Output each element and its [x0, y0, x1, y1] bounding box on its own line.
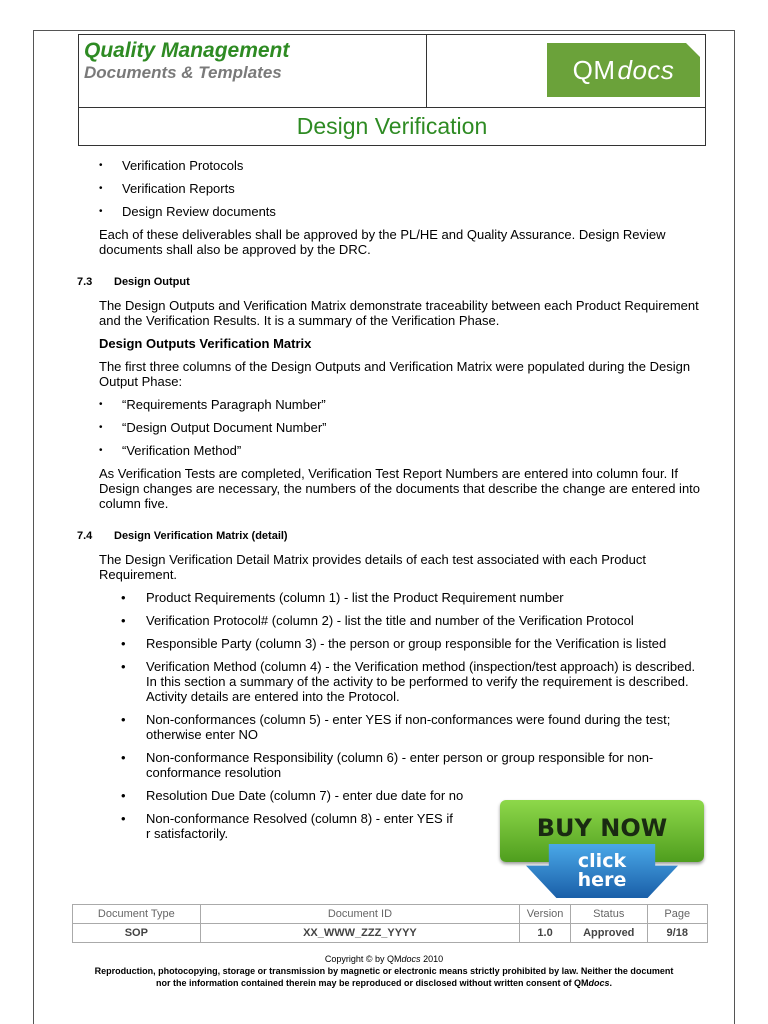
- doc-id-value: XX_WWW_ZZZ_YYYY: [200, 924, 520, 943]
- subheading: Design Outputs Verification Matrix: [99, 336, 312, 351]
- table-header-cell: Document Type: [73, 905, 201, 924]
- table-row: [73, 905, 708, 924]
- here-label: here: [577, 869, 627, 891]
- table-header-cell: Page: [647, 905, 707, 924]
- list-item: • Non-conformances (column 5) - enter YES if non-conformances were found during the test; otherwise enter NO: [77, 712, 707, 742]
- list-item: • “Verification Method”: [77, 443, 707, 458]
- list-item: • Product Requirements (column 1) - list the Product Requirement number: [77, 590, 707, 605]
- legal-docs: docs: [588, 978, 610, 988]
- document-header: [78, 34, 706, 146]
- brand-title: Quality Management: [84, 39, 290, 62]
- list-item: • Non-conformance Resolved (column 8) - enter YES if r satisfactorily.: [77, 811, 707, 841]
- header-brand: [79, 35, 427, 107]
- copyright-docs: docs: [401, 954, 421, 964]
- list-item: • Verification Method (column 4) - the Verification method (inspection/test approach) is described. In this section a summary of the activity to be performed to verify the requirement is described. Activity details are entered into the Protocol.: [77, 659, 707, 704]
- list-item: • Non-conformance Responsibility (column 6) - enter person or group responsible for non-conformance resolution: [77, 750, 707, 780]
- list-item: • “Design Output Document Number”: [77, 420, 707, 435]
- click-here-text: [526, 852, 678, 890]
- brand-subtitle: Documents & Templates: [84, 63, 282, 82]
- list-item: • Verification Protocol# (column 2) - list the title and number of the Verification Protocol: [77, 613, 707, 628]
- legal-end: .: [609, 978, 613, 988]
- header-logo-cell: [427, 35, 705, 107]
- section-title: Design Verification Matrix (detail): [114, 530, 288, 542]
- section-title: Design Output: [114, 276, 190, 288]
- version-value: 1.0: [520, 924, 571, 943]
- legal-line-1: Reproduction, photocopying, storage or transmission by magnetic or electronic means strictly prohibited by law. Neither the document: [94, 966, 674, 976]
- doc-type-value: SOP: [73, 924, 201, 943]
- click-label: click: [577, 850, 627, 872]
- table-header-cell: Document ID: [200, 905, 520, 924]
- copyright-year: 2010: [420, 954, 444, 964]
- document-title: Design Verification: [79, 107, 705, 145]
- paragraph: The Design Verification Detail Matrix provides details of each test associated with each Product Requirement.: [99, 552, 646, 582]
- copyright-text: Copyright © by QM: [324, 954, 402, 964]
- table-row: [73, 924, 708, 943]
- list-item: • Responsible Party (column 3) - the person or group responsible for the Verification is listed: [77, 636, 707, 651]
- buy-now-button[interactable]: [500, 800, 704, 898]
- section-number: 7.4: [77, 530, 93, 542]
- list-item: • Verification Protocols: [77, 158, 707, 173]
- section-heading-7-3: [77, 275, 707, 290]
- list-item: • Resolution Due Date (column 7) - enter due date for no: [77, 788, 707, 803]
- legal-text: nor the information contained therein may be reproduced or disclosed without written consent of QM: [155, 978, 589, 988]
- paragraph: Each of these deliverables shall be approved by the PL/HE and Quality Assurance. Design Review documents shall also be approved by the DRC.: [99, 227, 666, 257]
- logo-qm: QM: [572, 54, 616, 85]
- document-body: [77, 158, 707, 849]
- buy-now-label: BUY NOW: [500, 800, 704, 862]
- document-info-table: [72, 904, 708, 943]
- table-header-cell: Status: [570, 905, 647, 924]
- paragraph: The first three columns of the Design Outputs and Verification Matrix were populated during the Design Output Phase:: [99, 359, 691, 389]
- status-value: Approved: [570, 924, 647, 943]
- paragraph: The Design Outputs and Verification Matrix demonstrate traceability between each Product Requirement and the Verification Results. It is a summary of the Verification Phase.: [99, 298, 699, 328]
- logo-docs: docs: [617, 54, 675, 85]
- paragraph: As Verification Tests are completed, Verification Test Report Numbers are entered into column four. If Design changes are necessary, the numbers of the documents that describe the change are entered into column five.: [99, 466, 701, 511]
- legal-line-2: [33, 977, 735, 989]
- list-item: • “Requirements Paragraph Number”: [77, 397, 707, 412]
- table-header-cell: Version: [520, 905, 571, 924]
- section-number: 7.3: [77, 276, 93, 288]
- section-heading-7-4: [77, 529, 707, 544]
- page-value: 9/18: [647, 924, 707, 943]
- qmdocs-logo: [547, 43, 700, 97]
- list-item: • Design Review documents: [77, 204, 707, 219]
- list-item: • Verification Reports: [77, 181, 707, 196]
- copyright-notice: [33, 953, 735, 989]
- logo-corner-fold: [686, 43, 700, 57]
- copyright-line: [33, 953, 735, 965]
